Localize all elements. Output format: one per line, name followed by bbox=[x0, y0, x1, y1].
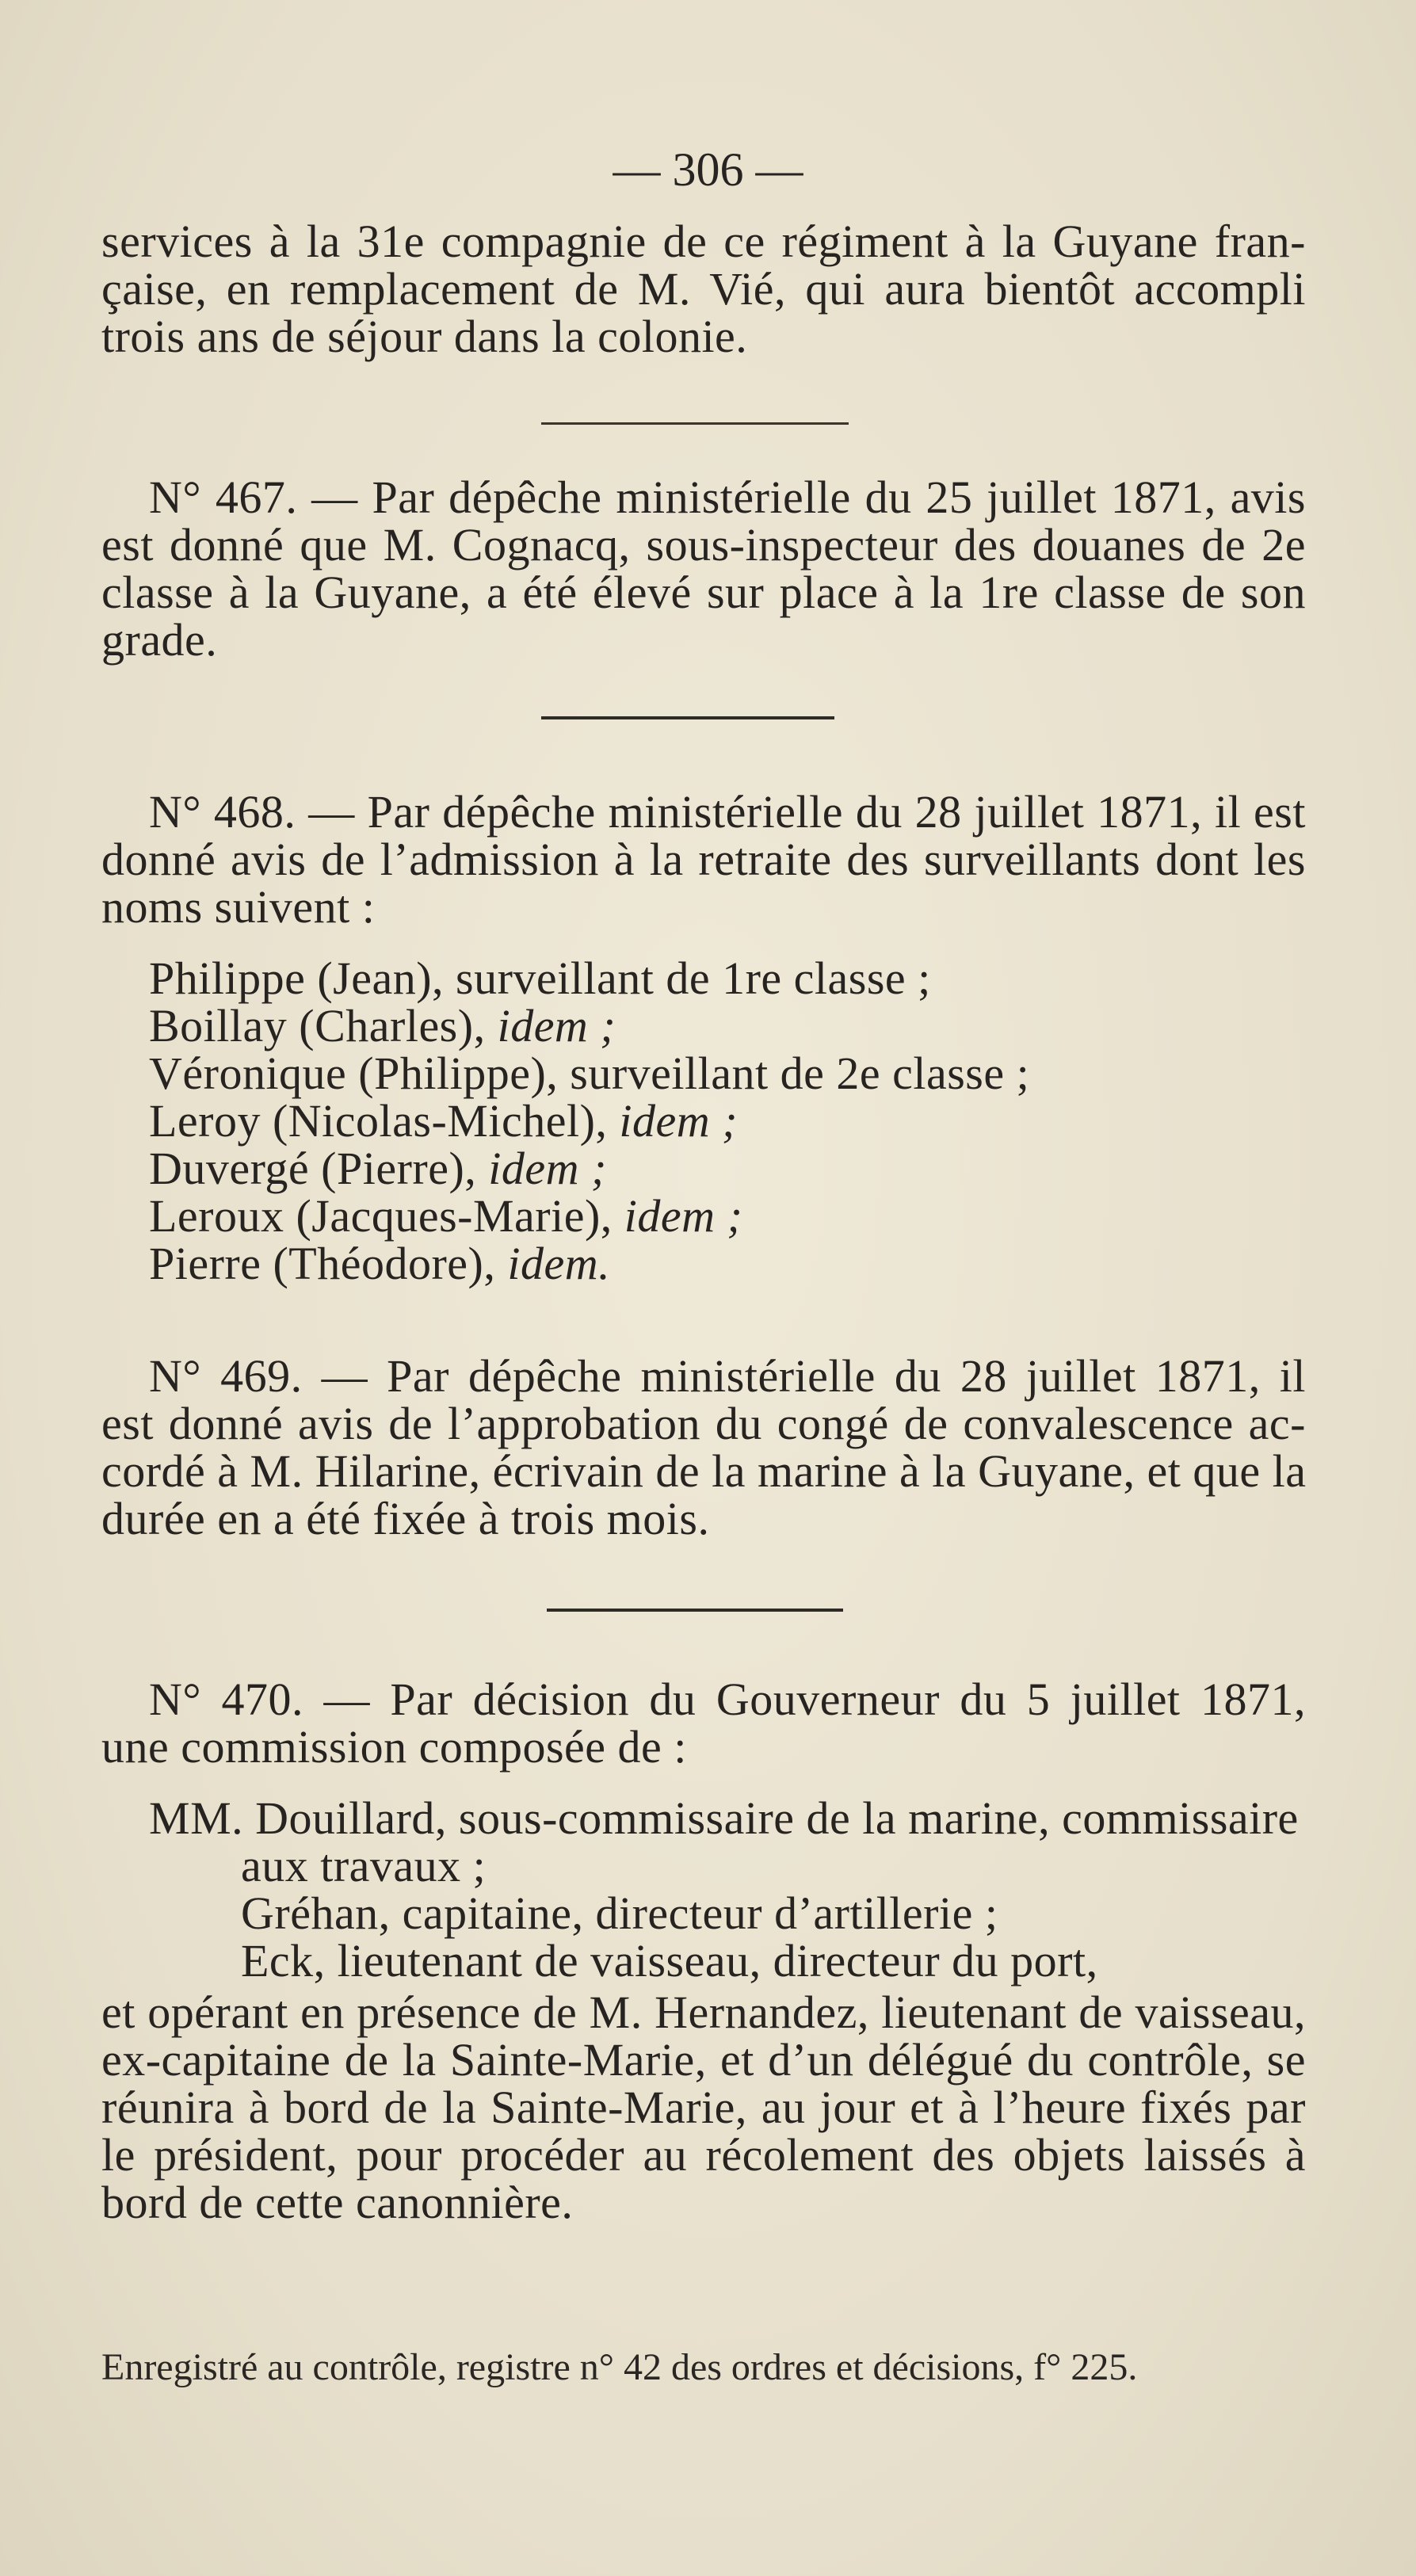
section-divider bbox=[547, 1609, 843, 1612]
notice-468-line-1: N° 468. — Par dépêche ministérielle du 28 juillet 1871, il est bbox=[149, 786, 1306, 838]
notice-470-tail bbox=[101, 1986, 1306, 2228]
notice-470 bbox=[101, 1673, 1306, 1773]
notice-468-line-3: noms suivent : bbox=[101, 881, 376, 933]
notice-470-line-2: une commission composée de : bbox=[101, 1721, 687, 1773]
notice-467 bbox=[101, 471, 1306, 666]
surveillant-entry: Leroy (Nicolas-Michel), idem ; bbox=[149, 1095, 738, 1147]
notice-469 bbox=[101, 1350, 1307, 1544]
notice-467-line-3: classe à la Guyane, a été élevé sur place à la 1re classe de son bbox=[101, 567, 1306, 618]
intro-line-3: trois ans de séjour dans la colonie. bbox=[101, 311, 748, 362]
notice-467-line-4: grade. bbox=[101, 614, 218, 666]
notice-467-line-1: N° 467. — Par dépêche ministérielle du 25 juillet 1871, avis bbox=[149, 471, 1306, 523]
surveillant-entry: Philippe (Jean), surveillant de 1re classe ; bbox=[149, 952, 931, 1004]
commission-member-continued: aux travaux ; bbox=[241, 1840, 487, 1891]
notice-470-tail-line-5: bord de cette canonnière. bbox=[101, 2177, 574, 2228]
surveillant-entry: Véronique (Philippe), surveillant de 2e classe ; bbox=[149, 1048, 1030, 1099]
intro-line-1: services à la 31e compagnie de ce régiment à la Guyane fran- bbox=[101, 216, 1306, 267]
notice-470-tail-line-1: et opérant en présence de M. Hernandez, lieutenant de vaisseau, bbox=[101, 1986, 1306, 2038]
commission-member: Eck, lieutenant de vaisseau, directeur du port, bbox=[241, 1935, 1098, 1986]
intro-line-2: çaise, en remplacement de M. Vié, qui aura bientôt accompli bbox=[101, 263, 1306, 315]
commission-member: MM. Douillard, sous-commissaire de la marine, commissaire bbox=[149, 1792, 1299, 1844]
surveillants-list bbox=[101, 952, 1306, 1289]
notice-468 bbox=[101, 788, 1306, 931]
surveillant-entry: Pierre (Théodore), idem. bbox=[149, 1238, 611, 1289]
notice-470-tail-line-4: le président, pour procéder au récolement des objets laissés à bbox=[101, 2129, 1306, 2181]
notice-470-line-1: N° 470. — Par décision du Gouverneur du 5 juillet 1871, bbox=[149, 1673, 1306, 1725]
section-divider bbox=[541, 716, 834, 719]
notice-469-line-3: cordé à M. Hilarine, écrivain de la marine à la Guyane, et que la bbox=[101, 1445, 1307, 1497]
notice-469-line-1: N° 469. — Par dépêche ministérielle du 28 juillet 1871, il bbox=[149, 1350, 1306, 1402]
notice-467-line-2: est donné que M. Cognacq, sous-inspecteur des douanes de 2e bbox=[101, 519, 1306, 571]
notice-469-line-2: est donné avis de l’approbation du congé de convalescence ac- bbox=[101, 1398, 1306, 1449]
commission-members bbox=[101, 1792, 1306, 1986]
notice-468-line-2: donné avis de l’admission à la retraite des surveillants dont les bbox=[101, 834, 1306, 885]
commission-member: Gréhan, capitaine, directeur d’artillerie ; bbox=[241, 1887, 998, 1939]
section-divider bbox=[541, 422, 849, 425]
notice-469-line-4: durée en a été fixée à trois mois. bbox=[101, 1493, 710, 1544]
registration-note: Enregistré au contrôle, registre n° 42 des ordres et décisions, f° 225. bbox=[101, 2346, 1138, 2388]
surveillant-entry: Boillay (Charles), idem ; bbox=[149, 1000, 616, 1051]
page-number: — 306 — bbox=[613, 143, 803, 196]
notice-470-tail-line-2: ex-capitaine de la Sainte-Marie, et d’un délégué du contrôle, se bbox=[101, 2034, 1306, 2086]
intro-paragraph bbox=[101, 218, 1306, 361]
notice-470-tail-line-3: réunira à bord de la Sainte-Marie, au jour et à l’heure fixés par bbox=[101, 2082, 1306, 2133]
surveillant-entry: Duvergé (Pierre), idem ; bbox=[149, 1143, 607, 1194]
surveillant-entry: Leroux (Jacques-Marie), idem ; bbox=[149, 1190, 743, 1242]
